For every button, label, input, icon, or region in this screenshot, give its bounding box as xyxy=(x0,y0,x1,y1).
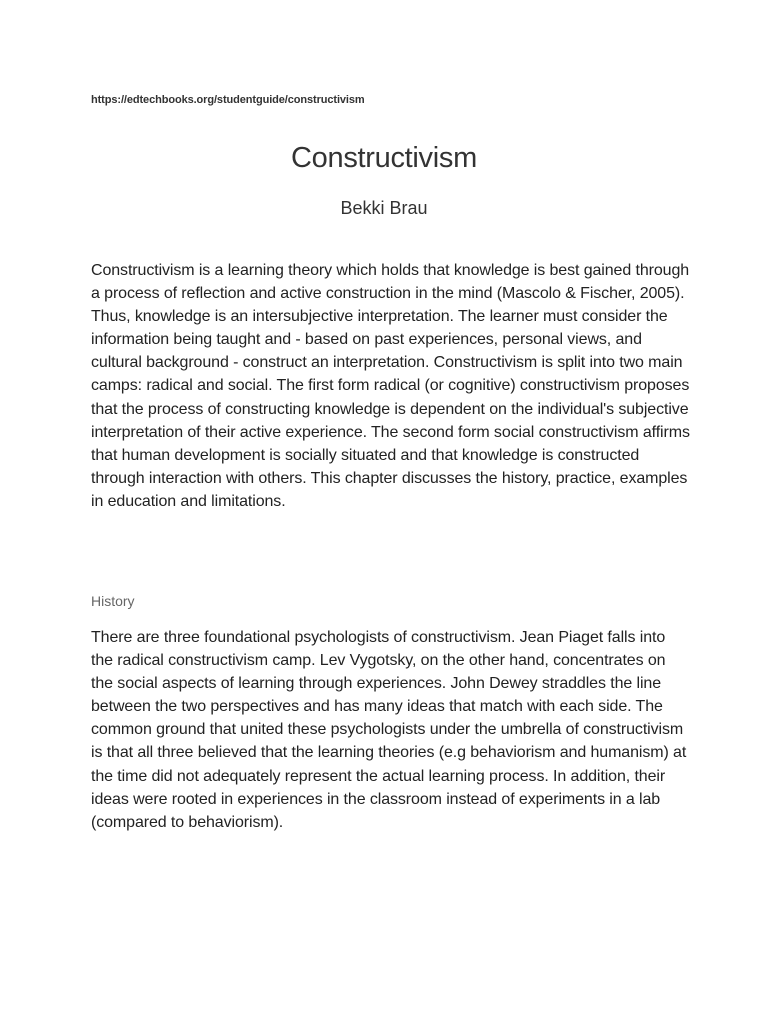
intro-paragraph: Constructivism is a learning theory which holds that knowledge is best gained through a process of reflection and active construction in the mind (Mascolo & Fischer, 2005). Thus, knowledge is an intersubjective interpretation. The learner must consider the information being taught and - based on past experiences, personal views, and cultural background - construct an interpretation. Constructivism is split into two main camps: radical and social. The first form radical (or cognitive) constructivism proposes that the process of constructing knowledge is dependent on the individual's subjective interpretation of their active experience. The second form social constructivism affirms that human development is socially situated and that knowledge is constructed through interaction with others. This chapter discusses the history, practice, examples in education and limitations. xyxy=(91,262,690,510)
source-url[interactable]: https://edtechbooks.org/studentguide/constructivism xyxy=(91,94,365,106)
history-paragraph: There are three foundational psychologists of constructivism. Jean Piaget falls into the radical constructivism camp. Lev Vygotsky, on the other hand, concentrates on the social aspects of learning through experiences. John Dewey straddles the line between the two perspectives and has many ideas that match with each side. The common ground that united these psychologists under the umbrella of constructivism is that all three believed that the learning theories (e.g behaviorism and humanism) at the time did not adequately represent the actual learning process. In addition, their ideas were rooted in experiences in the classroom instead of experiments in a lab (compared to behaviorism). xyxy=(91,629,687,831)
author-name: Bekki Brau xyxy=(340,198,428,218)
page-title: Constructivism xyxy=(291,142,477,174)
section-heading-history: History xyxy=(91,593,135,609)
